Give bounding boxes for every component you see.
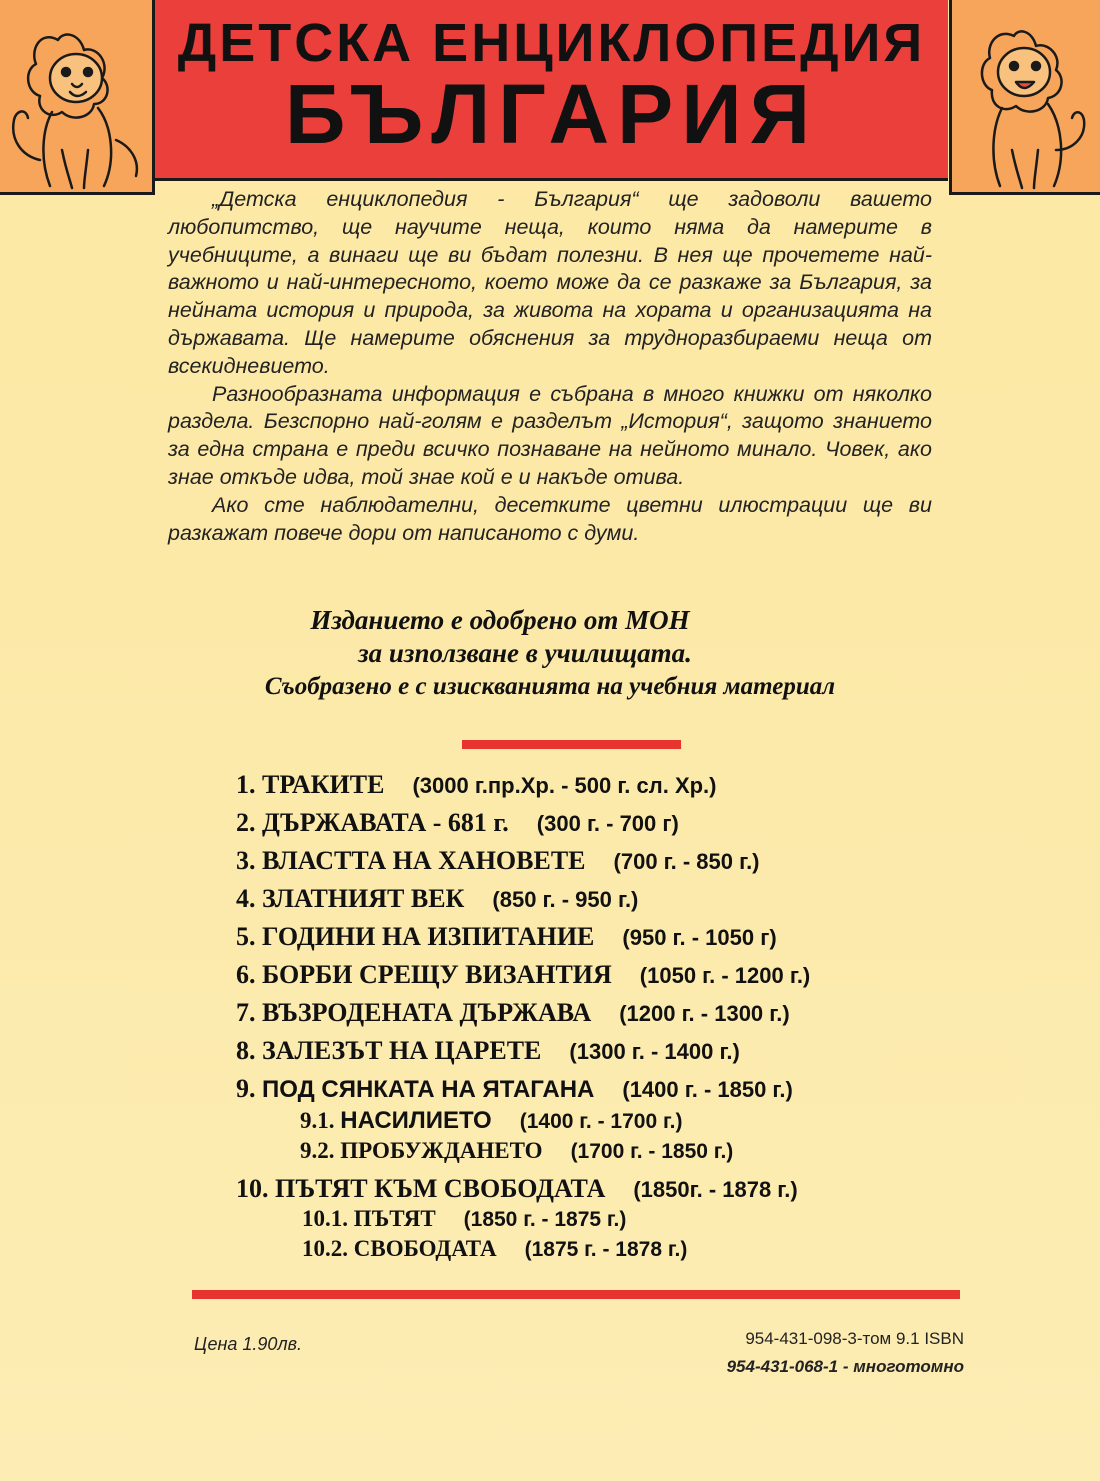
toc-dates: (1050 г. - 1200 г.) (639, 963, 811, 988)
toc-dates: (850 г. - 950 г.) (492, 887, 639, 912)
toc-item (236, 808, 679, 838)
toc-dates: (1700 г. - 1850 г.) (570, 1140, 734, 1163)
toc-label: 4. ЗЛАТНИЯТ ВЕК (236, 884, 465, 913)
toc-item (236, 1036, 740, 1066)
toc-item (236, 1174, 798, 1204)
toc-label: 10.2. СВОБОДАТА (302, 1236, 497, 1261)
toc-dates: (1300 г. - 1400 г.) (569, 1039, 740, 1064)
toc-dates: (1200 г. - 1300 г.) (619, 1001, 790, 1026)
intro-paragraph: „Детска енциклопедия - България“ ще задоволи вашето любопитство, ще научите неща, които няма да намерите в учебниците, а винаги ще ви бъдат полезни. В нея ще прочетете най-важното и най-интересното, което може да се разкаже за България, за нейната история и природа, за живота на хората и организацията на държавата. Ще намерите обяснения за трудноразбираеми неща от всекидневието. (168, 187, 932, 378)
toc-label: 8. ЗАЛЕЗЪТ НА ЦАРЕТЕ (236, 1036, 542, 1065)
toc-number: 9.1. (300, 1108, 335, 1133)
toc-label: 2. ДЪРЖАВАТА - 681 г. (236, 808, 509, 837)
toc-subitem (302, 1236, 687, 1262)
toc-label: 9.2. ПРОБУЖДАНЕТО (300, 1138, 543, 1163)
toc-label: 6. БОРБИ СРЕЩУ ВИЗАНТИЯ (236, 960, 612, 989)
toc-number: 9. (236, 1074, 256, 1103)
lion-icon (952, 0, 1100, 192)
toc-item (236, 846, 760, 876)
toc-label: 5. ГОДИНИ НА ИЗПИТАНИЕ (236, 922, 595, 951)
intro-text (168, 186, 932, 547)
title-banner (155, 0, 948, 181)
toc-item (236, 922, 777, 952)
divider-bottom (192, 1290, 960, 1299)
toc-label: 10.1. ПЪТЯТ (302, 1206, 436, 1231)
approval-line: Съобразено е с изискванията на учебния материал (264, 673, 836, 700)
isbn-volume: 954-431-098-3-том 9.1 ISBN (745, 1329, 964, 1348)
intro-paragraph: Ако сте наблюдателни, десетките цветни илюстрации ще ви разкажат повече дори от написаното с думи. (168, 492, 932, 545)
toc-subitem (300, 1107, 682, 1135)
toc-dates: (950 г. - 1050 г) (622, 925, 777, 950)
toc-item (236, 770, 717, 800)
approval-notice (0, 604, 1100, 703)
toc-item (236, 884, 638, 914)
toc-subitem (300, 1138, 733, 1164)
toc-label: 7. ВЪЗРОДЕНАТА ДЪРЖАВА (236, 998, 592, 1027)
price-label: Цена 1.90лв. (194, 1334, 302, 1354)
isbn-multivolume: 954-431-068-1 - многотомно (726, 1357, 964, 1376)
toc-dates: (1400 г. - 1700 г.) (519, 1110, 683, 1133)
approval-line: Изданието е одобрено от МОН (310, 605, 690, 635)
toc-dates: (1400 г. - 1850 г.) (622, 1077, 793, 1102)
toc-dates: (1850 г. - 1875 г.) (463, 1208, 627, 1231)
toc-dates: (700 г. - 850 г.) (613, 849, 760, 874)
toc-dates: (300 г. - 700 г) (536, 811, 679, 836)
toc-subitem (302, 1206, 626, 1232)
toc-label: 1. ТРАКИТЕ (236, 770, 385, 799)
toc-item (236, 960, 810, 990)
toc-item (236, 1074, 793, 1104)
book-title: БЪЛГАРИЯ (285, 67, 818, 161)
lion-illustration-left (0, 0, 155, 195)
toc-dates: (3000 г.пр.Хр. - 500 г. сл. Хр.) (412, 773, 717, 798)
toc-dates: (1875 г. - 1878 г.) (524, 1238, 688, 1261)
toc-label: ПОД СЯНКАТА НА ЯТАГАНА (262, 1076, 595, 1103)
lion-icon (0, 0, 152, 192)
toc-label: 10. ПЪТЯТ КЪМ СВОБОДАТА (236, 1174, 606, 1203)
toc-label: НАСИЛИЕТО (340, 1107, 492, 1134)
lion-illustration-right (949, 0, 1100, 195)
toc-dates: (1850г. - 1878 г.) (633, 1177, 798, 1202)
toc-item (236, 998, 790, 1028)
intro-paragraph: Разнообразната информация е събрана в много книжки от няколко раздела. Безспорно най-голям е разделът „История“, защото знанието за една страна е преди всичко познаване на нейното минало. Човек, ако знае откъде идва, той знае кой е и накъде отива. (168, 381, 932, 489)
approval-line: за използване в училищата. (358, 638, 692, 668)
divider-top (462, 740, 681, 749)
series-title: ДЕТСКА ЕНЦИКЛОПЕДИЯ (177, 13, 926, 73)
toc-label: 3. ВЛАСТТА НА ХАНОВЕТЕ (236, 846, 586, 875)
